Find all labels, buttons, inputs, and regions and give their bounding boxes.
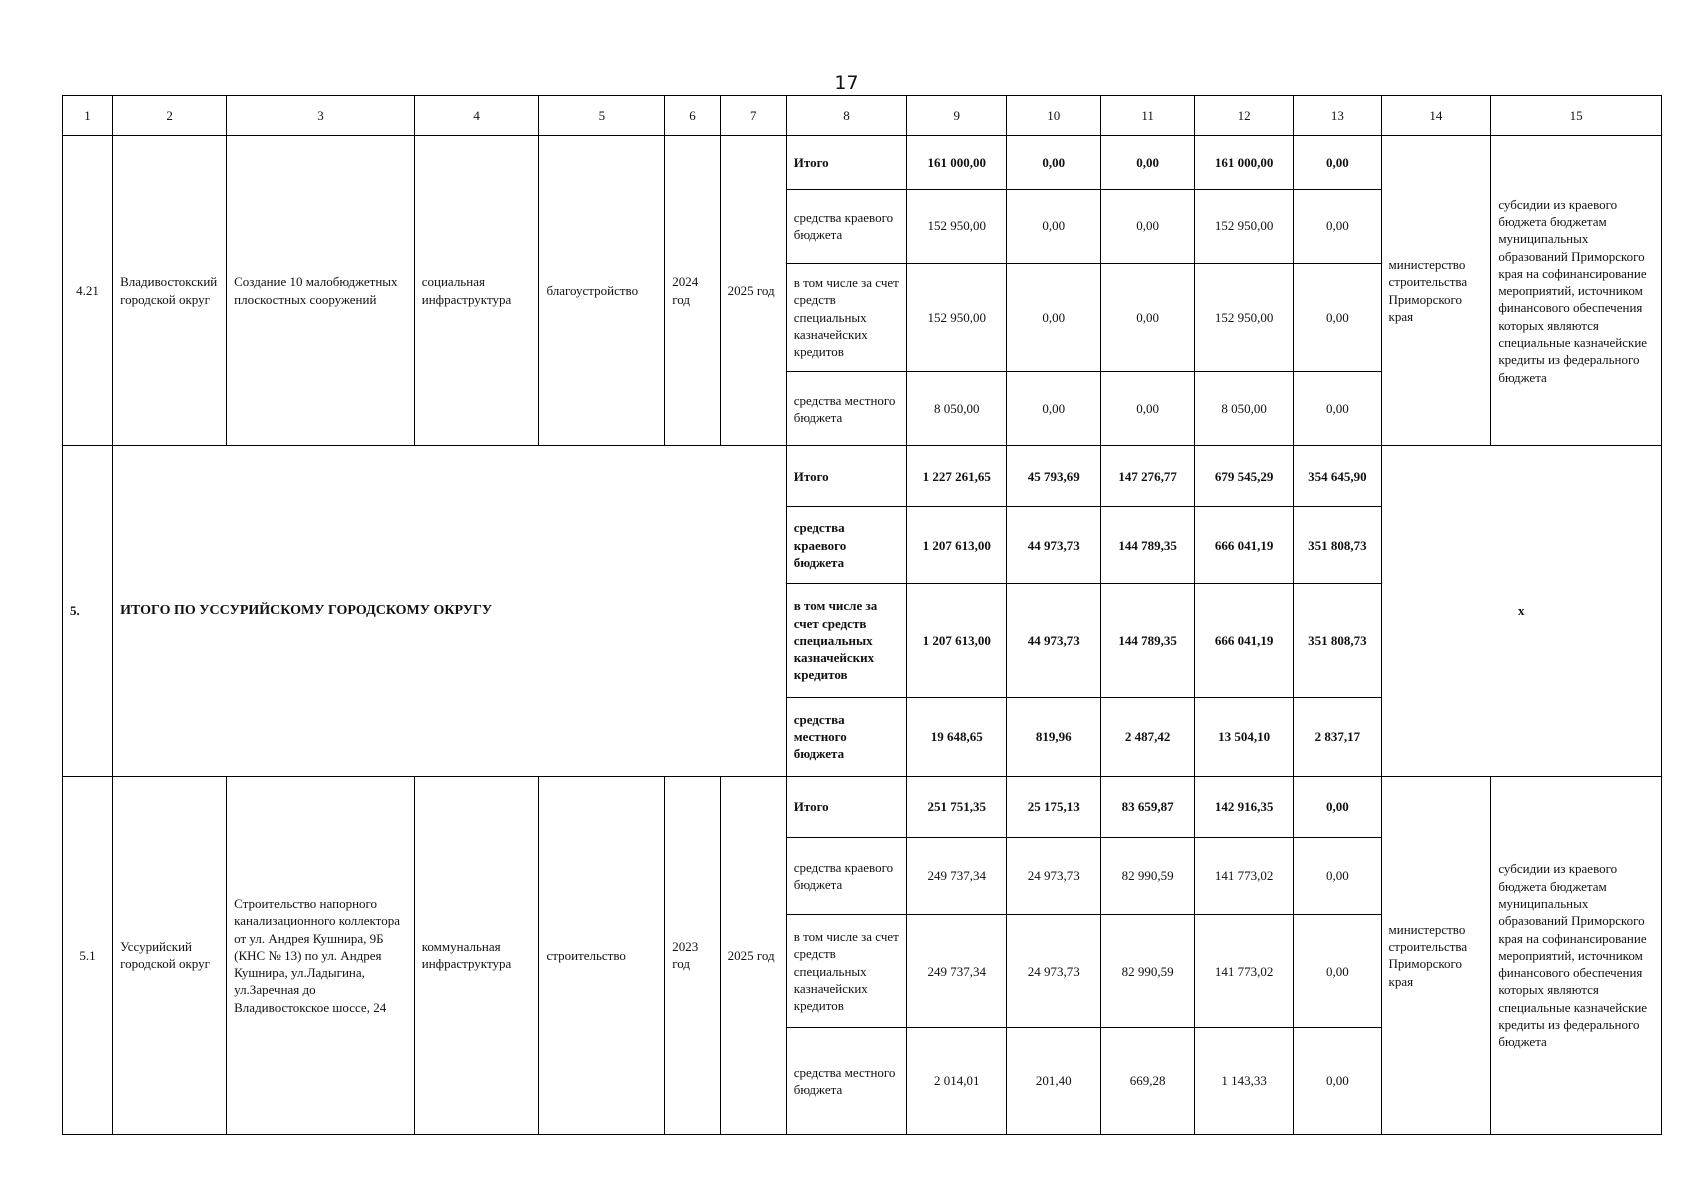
total-title: ИТОГО ПО УССУРИЙСКОМУ ГОРОДСКОМУ ОКРУГУ <box>113 446 787 777</box>
value-year-4: 0,00 <box>1294 837 1381 914</box>
column-number: 7 <box>720 96 786 136</box>
note-cell: субсидии из краевого бюджета бюджетам муниципальных образований Приморского края на софинансирование мероприятий, источником финансового обеспечения которых являются специальные казначейские кредиты из федерального бюджета <box>1491 136 1662 446</box>
value-total: 152 950,00 <box>907 263 1007 372</box>
value-year-2: 0,00 <box>1101 372 1195 446</box>
column-number-row <box>63 96 1662 136</box>
end-year-cell: 2025 год <box>720 136 786 446</box>
value-year-4: 351 808,73 <box>1294 507 1381 584</box>
value-year-4: 2 837,17 <box>1294 697 1381 776</box>
column-number: 10 <box>1007 96 1101 136</box>
value-total: 8 050,00 <box>907 372 1007 446</box>
funding-source: в том числе за счет средств специальных казначейских кредитов <box>786 584 906 697</box>
value-year-4: 0,00 <box>1294 263 1381 372</box>
funding-source: Итого <box>786 446 906 507</box>
value-year-2: 0,00 <box>1101 263 1195 372</box>
value-year-3: 142 916,35 <box>1195 776 1294 837</box>
item-number: 5.1 <box>63 776 113 1134</box>
funding-source: средства местного бюджета <box>786 697 906 776</box>
sphere-cell: коммунальная инфраструктура <box>414 776 539 1134</box>
value-total: 2 014,01 <box>907 1028 1007 1135</box>
not-applicable-mark: х <box>1381 446 1661 777</box>
value-year-3: 666 041,19 <box>1195 584 1294 697</box>
column-number: 13 <box>1294 96 1381 136</box>
funding-source: средства краевого бюджета <box>786 507 906 584</box>
value-year-1: 0,00 <box>1007 372 1101 446</box>
column-number: 9 <box>907 96 1007 136</box>
value-total: 249 737,34 <box>907 915 1007 1028</box>
column-number: 2 <box>113 96 227 136</box>
value-year-4: 0,00 <box>1294 1028 1381 1135</box>
value-year-2: 147 276,77 <box>1101 446 1195 507</box>
value-year-2: 144 789,35 <box>1101 584 1195 697</box>
value-year-1: 24 973,73 <box>1007 915 1101 1028</box>
column-number: 1 <box>63 96 113 136</box>
column-number: 15 <box>1491 96 1662 136</box>
value-total: 152 950,00 <box>907 189 1007 263</box>
funding-source: средства местного бюджета <box>786 372 906 446</box>
value-year-4: 354 645,90 <box>1294 446 1381 507</box>
value-total: 249 737,34 <box>907 837 1007 914</box>
value-year-3: 1 143,33 <box>1195 1028 1294 1135</box>
value-year-3: 141 773,02 <box>1195 915 1294 1028</box>
column-number: 12 <box>1195 96 1294 136</box>
value-year-3: 13 504,10 <box>1195 697 1294 776</box>
value-year-3: 679 545,29 <box>1195 446 1294 507</box>
municipality-cell: Уссурийский городской округ <box>113 776 227 1134</box>
responsible-cell: министерство строительства Приморского края <box>1381 776 1491 1134</box>
value-year-4: 0,00 <box>1294 136 1381 189</box>
value-year-1: 45 793,69 <box>1007 446 1101 507</box>
value-year-1: 0,00 <box>1007 136 1101 189</box>
value-year-4: 0,00 <box>1294 915 1381 1028</box>
table-row <box>63 136 1662 189</box>
value-year-2: 83 659,87 <box>1101 776 1195 837</box>
work-type-cell: строительство <box>539 776 665 1134</box>
value-year-2: 82 990,59 <box>1101 837 1195 914</box>
value-year-1: 201,40 <box>1007 1028 1101 1135</box>
funding-source: средства краевого бюджета <box>786 189 906 263</box>
funding-source: в том числе за счет средств специальных казначейских кредитов <box>786 263 906 372</box>
column-number: 14 <box>1381 96 1491 136</box>
funding-source: средства местного бюджета <box>786 1028 906 1135</box>
note-cell: субсидии из краевого бюджета бюджетам муниципальных образований Приморского края на софинансирование мероприятий, источником финансового обеспечения которых являются специальные казначейские кредиты из федерального бюджета <box>1491 776 1662 1134</box>
value-year-2: 2 487,42 <box>1101 697 1195 776</box>
value-total: 1 207 613,00 <box>907 507 1007 584</box>
value-year-1: 44 973,73 <box>1007 584 1101 697</box>
work-type-cell: благоустройство <box>539 136 665 446</box>
value-year-2: 144 789,35 <box>1101 507 1195 584</box>
value-total: 19 648,65 <box>907 697 1007 776</box>
item-number: 5. <box>63 446 113 777</box>
object-name-cell: Строительство напорного канализационного коллектора от ул. Андрея Кушнира, 9Б (КНС № 13) по ул. Андрея Кушнира, ул.Ладыгина, ул.Заречная до Владивостокское шоссе, 24 <box>227 776 415 1134</box>
value-total: 251 751,35 <box>907 776 1007 837</box>
item-number: 4.21 <box>63 136 113 446</box>
value-year-3: 161 000,00 <box>1195 136 1294 189</box>
budget-table <box>62 95 1662 1135</box>
value-year-3: 141 773,02 <box>1195 837 1294 914</box>
column-number: 6 <box>665 96 720 136</box>
value-total: 1 227 261,65 <box>907 446 1007 507</box>
funding-source: Итого <box>786 776 906 837</box>
funding-source: средства краевого бюджета <box>786 837 906 914</box>
responsible-cell: министерство строительства Приморского края <box>1381 136 1491 446</box>
value-year-1: 44 973,73 <box>1007 507 1101 584</box>
object-name-cell: Создание 10 малобюджетных плоскостных сооружений <box>227 136 415 446</box>
value-year-3: 8 050,00 <box>1195 372 1294 446</box>
funding-source: Итого <box>786 136 906 189</box>
value-year-3: 152 950,00 <box>1195 189 1294 263</box>
page-number: 17 <box>834 72 859 94</box>
municipality-cell: Владивостокский городской округ <box>113 136 227 446</box>
sphere-cell: социальная инфраструктура <box>414 136 539 446</box>
value-total: 1 207 613,00 <box>907 584 1007 697</box>
column-number: 3 <box>227 96 415 136</box>
table-row <box>63 776 1662 837</box>
value-year-2: 82 990,59 <box>1101 915 1195 1028</box>
value-year-2: 669,28 <box>1101 1028 1195 1135</box>
column-number: 11 <box>1101 96 1195 136</box>
column-number: 5 <box>539 96 665 136</box>
value-year-1: 0,00 <box>1007 189 1101 263</box>
value-year-4: 351 808,73 <box>1294 584 1381 697</box>
value-year-1: 24 973,73 <box>1007 837 1101 914</box>
start-year-cell: 2023 год <box>665 776 720 1134</box>
value-year-2: 0,00 <box>1101 136 1195 189</box>
value-year-3: 666 041,19 <box>1195 507 1294 584</box>
start-year-cell: 2024 год <box>665 136 720 446</box>
value-year-4: 0,00 <box>1294 372 1381 446</box>
funding-source: в том числе за счет средств специальных казначейских кредитов <box>786 915 906 1028</box>
value-year-4: 0,00 <box>1294 776 1381 837</box>
value-total: 161 000,00 <box>907 136 1007 189</box>
table-row <box>63 446 1662 507</box>
column-number: 4 <box>414 96 539 136</box>
value-year-4: 0,00 <box>1294 189 1381 263</box>
end-year-cell: 2025 год <box>720 776 786 1134</box>
value-year-1: 819,96 <box>1007 697 1101 776</box>
value-year-1: 25 175,13 <box>1007 776 1101 837</box>
value-year-2: 0,00 <box>1101 189 1195 263</box>
value-year-1: 0,00 <box>1007 263 1101 372</box>
value-year-3: 152 950,00 <box>1195 263 1294 372</box>
column-number: 8 <box>786 96 906 136</box>
